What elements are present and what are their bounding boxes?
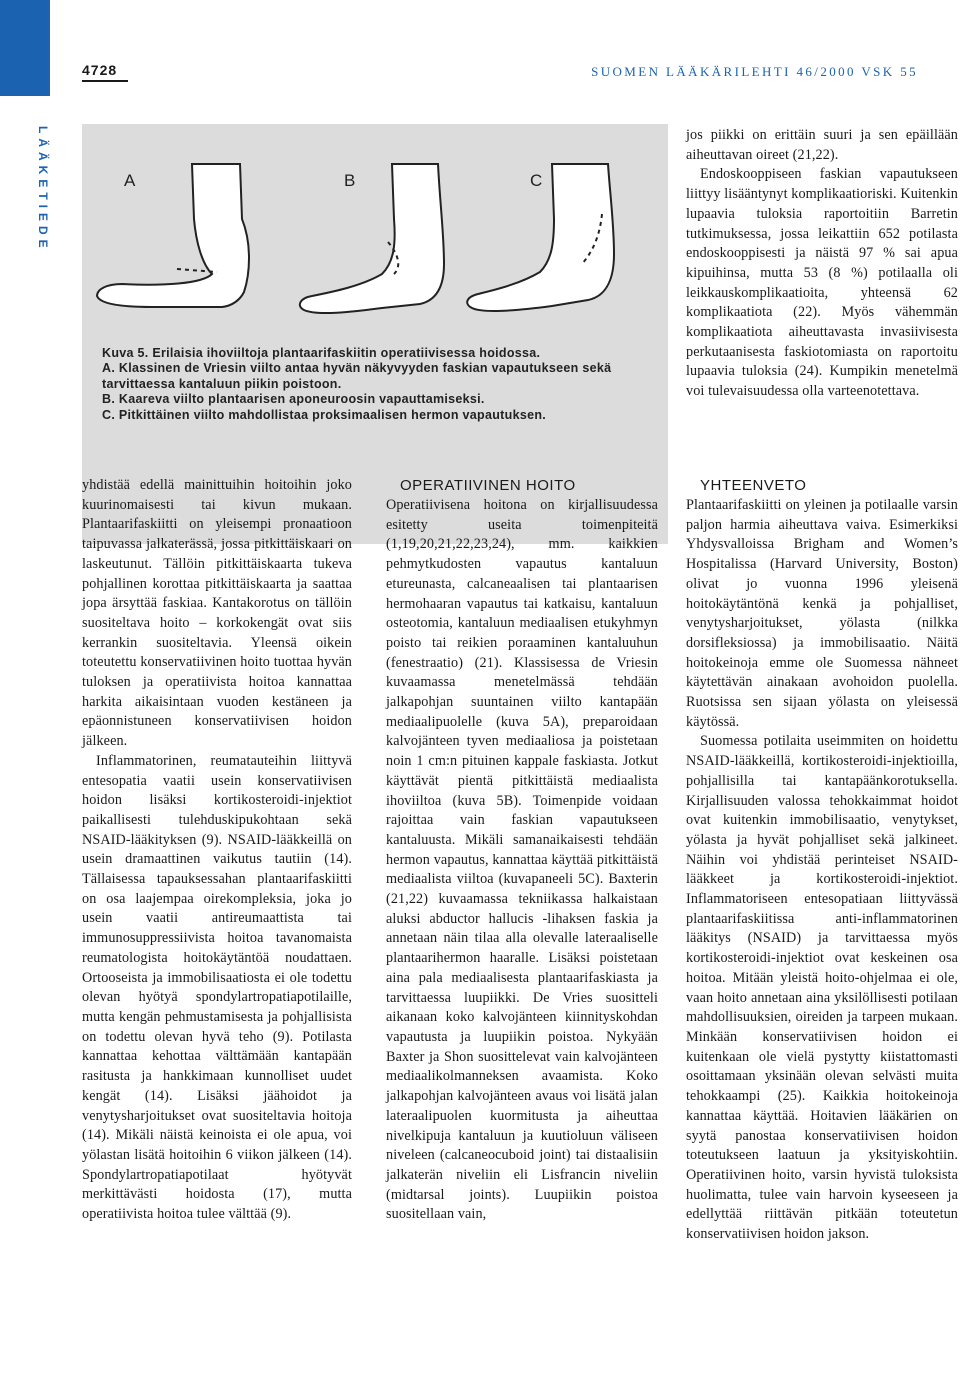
foot-illustration	[82, 124, 668, 344]
paragraph: jos piikki on erittäin suuri ja sen epäillään aiheuttavan oireet (21,22).	[686, 127, 958, 163]
caption-line: B. Kaareva viilto plantaarisen aponeuroosin vapauttamiseksi.	[102, 392, 485, 407]
paragraph: Inflammatorinen, reumatauteihin liittyvä entesopatia vaatii usein konservatiivisen hoidon lisäksi kortikosteroidi-injektiot paikallisesti tulehduskipukohtaan sekä NSAID-lääkityksen (9). NSAID-lääkkeillä on usein dramaattinen vaikutus tautiin (14). Tällaisessa tapauksessahan plantaarifaskiitti on osa laajempaa oirekompleksia, joka jo usein vaatii antireumaattista tai immunosuppressiivista hoitoa tavanomaista reumatologista hoitokäytäntöä noudattaen. Ortooseista ja immobilisaatiosta ei ole todettu olevan hyötyä spondylartropatiapotilaille, mutta kengän pehmustamisesta ja pohjallisista on todettu olevan hyvä teho (9). Potilasta kannattaa kehottaa välttämään kantapään rasitusta ja hankkimaan kunnolliset uudet kengät (14). Lisäksi jäähoidot ja venytysharjoitukset ovat suositeltavia hoitoja (14). Mikäli näistä keinoista ei ole apua, voi yölastan lisätä hoitoihin 6 viikon jälkeen (14). Spondylartropatiapotilaat hyötyvät merkittävästi hoidosta (17), mutta operatiivista hoitoa tulee välttää (9).	[82, 752, 352, 1223]
section-color-block	[0, 0, 50, 96]
text-column-3-top	[686, 126, 958, 402]
journal-header: SUOMEN LÄÄKÄRILEHTI 46/2000 VSK 55	[591, 64, 918, 79]
caption-line: A. Klassinen de Vriesin viilto antaa hyvän näkyvyyden faskian vapautukseen sekä tarvittaessa kantaluun piikin poistoon.	[102, 361, 612, 391]
paragraph: Endoskooppiseen faskian vapautukseen liittyy lisääntynyt komplikaatioriski. Kuitenkin lupaavia tuloksia raportoitiin Barretin tutkimuksessa, jossa leikattiin 652 potilasta endoskooppisesti ja näistä 97 % sai apua kipuihinsa, mutta 53 (8 %) potilaalla oli leikkauskomplikaatioita, yhteensä 62 komplikaatiota (22). Myös vähemmän komplikaatiota aiheuttavasta invasiivisesta perkutaanisesta faskiotomiasta on raportoitu lupaavia tuloksia (24). Kumpikin menetelmä voi tulevaisuudessa olla varteenotettava.	[686, 166, 958, 400]
section-heading-operative: OPERATIIVINEN HOITO	[400, 477, 576, 494]
caption-line: C. Pitkittäinen viilto mahdollistaa proksimaalisen hermon vapautuksen.	[102, 407, 547, 422]
figure-label-b: B	[344, 171, 356, 190]
caption-line: Kuva 5. Erilaisia ihoviiltoja plantaarifaskiitin operatiivisessa hoidossa.	[102, 346, 541, 360]
foot-b	[300, 164, 444, 313]
paragraph: Operatiivisena hoitona on kirjallisuudessa esitetty useita toimenpiteitä (1,19,20,21,22,23,24), mm. kaikkien pehmytkudosten vapautus kantaluun etureunasta, calcaneaalisen tai plantaarisen hermohaaran vapautus tai katkaisu, kantaluun osteotomia, kantaluun mediaalisen etukyhmyn poisto tai reikien poraaminen kantaluuhun (fenestraatio) (21). Klassisessa de Vriesin kuvaamassa menetelmässä tehdään jalkapohjan suuntainen viilto kantapään mediaalipuolelle (kuva 5A), preparoidaan kalvojänteen tyven mediaaliosa ja poistetaan noin 1 cm:n pituinen kappale faskiasta. Jotkut käyttävät pientä pitkittäistä mediaalista ihoviiltoa (kuva 5B). Toimenpide voidaan rajoittaa vain faskian vapautukseen kantaluusta. Mikäli samanaikaisesti tehdään hermon vapautus, kannattaa käyttää pitkittäistä mediaalista viiltoa (kuvapaneeli 5C). Baxterin (21,22) kuvaamassa tekniikassa halkaistaan aluksi abductor hallucis -lihaksen faskia ja annetaan näin tilaa alla olevalle lateraaliselle plantaarihermon haaralle. Lisäksi poistetaan aina pala mediaalisesta plantaarifaskiasta ja tarvittaessa luupiikki. De Vries suositteli aikanaan koko kalvojänteen kiinnityskohdan vapautusta ja luupiikin poistoa. Nykyään Baxter ja Shon suosittelevat vain kalvojänteen mediaalikolmanneksen avaamista. Koko jalkapohjan kalvojänteen avaus voi lisätä jalan lateraalipuolen kuormitusta ja aiheuttaa nivelkipuja kantaluun ja kuutioluun väliseen niveleen (calcaneocuboid joint) tai distaalisiin jalkaterän niveliin eli Lisfrancin niveliin (midtarsal joints). Luupiikin poistoa suositellaan vain,	[386, 497, 658, 1223]
paragraph: yhdistää edellä mainittuihin hoitoihin joko kuurinomaisesti tai kivun mukaan. Plantaarifaskiitti on yleisempi pronaatioon taipuvassa jalkaterässä, jossa pitkittäiskaari on laskeutunut. Tällöin pitkittäiskaarta tukeva pohjallinen korottaa pitkittäiskaarta ja saattaa jopa ärsyttää faskiaa. Kantakorotus on tällöin suositeltava hoito – korkokengät ovat siis kerrankin suositeltavia. Yleensä oikein toteutettu konservatiivinen hoito tuottaa hyvän tuloksen ja operatiivista hoitoa kannattaa harkita aikaisintaan vuoden kestäneen ja epäonnistuneen konservatiivisen hoidon jälkeen.	[82, 477, 352, 750]
paragraph: Plantaarifaskiitti on yleinen ja potilaalle varsin paljon harmia aiheuttava vaiva. Esimerkiksi Yhdysvalloissa Brigham and Women’s Hospitalissa (Harvard University, Boston) olivat jo vuonna 1996 yleisenä hoitokäytäntönä kenkä ja pohjalliset, venytysharjoitukset, yölasta (nilkka dorsifleksiossa) ja immobilisaatio. Näitä hoitokeinoja emme ole Suomessa nähneet käytettävän ainakaan avohoidon puolella. Ruotsissa sen sijaan yölasta on yleisessä käytössä.	[686, 497, 958, 730]
figure-label-c: C	[530, 171, 543, 190]
paragraph: Suomessa potilaita useimmiten on hoidettu NSAID-lääkkeillä, kortikosteroidi-injektioilla, pohjallisilla tai kantapäänkorotuksella. Kirjallisuuden valossa tehokkaimmat hoidot ovat kuitenkin immobilisaatio, venytykset, yölasta ja hyvät pohjalliset sekä jalkineet. Näihin voi yhdistää perinteiset NSAID-lääkkeet ja kortikosteroidi-injektiot. Inflammatoriseen entesopatiaan liittyvässä plantaarifaskiitissa anti-inflammatorinen lääkitys (NSAID) ja tarvittaessa myös kortikosteroidi-injektiot ovat keskeinen osa hoitoa. Mitään yleistä hoito-ohjelmaa ei ole, vaan hoito annetaan aina yksilöllisesti potilaan mahdollisuuksien, oireiden ja tarpeen mukaan. Minkään konservatiivisen hoidon ei kuitenkaan ole vielä pystytty kiistattomasti osoittamaan yksinään olevan selvästi muita tehokkaampi (25). Kaikkia hoitokeinoja kannattaa käyttää. Hoitavien lääkärien on syytä panostaa konservatiivisen hoidon toteutukseen laatuun ja yksityiskohtiin. Operatiivinen hoito, varsin hyvistä tuloksista huolimatta, tulee vain harvoin kyseeseen ja edellyttää riittävän pitkään toteutetun konservatiivisen hoidon jakson.	[686, 733, 958, 1243]
figure-caption	[102, 346, 662, 423]
text-column-1	[82, 476, 352, 1225]
foot-a	[97, 164, 249, 307]
text-column-2	[386, 476, 658, 1225]
section-label: LÄÄKETIEDE	[36, 126, 50, 253]
section-heading-summary: YHTEENVETO	[700, 477, 807, 494]
text-column-3	[686, 476, 958, 1245]
page-number: 4728	[82, 62, 118, 78]
page-number-underline	[82, 80, 128, 82]
figure-label-a: A	[124, 171, 136, 190]
